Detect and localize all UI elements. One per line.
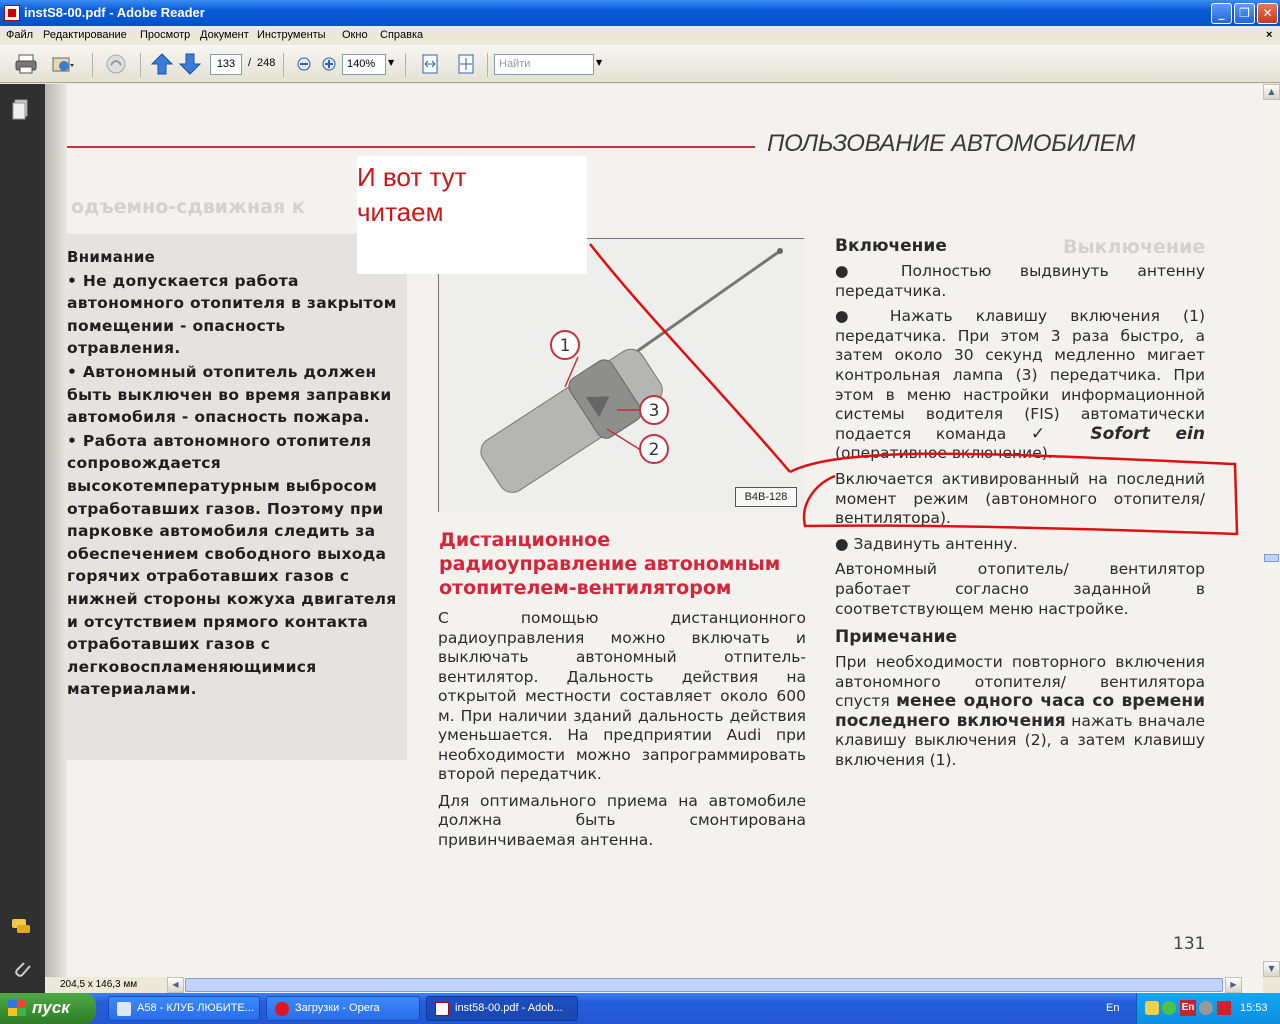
taskbar-item[interactable]: A58 - КЛУБ ЛЮБИТЕ... (108, 996, 260, 1021)
search-input[interactable]: Найти (494, 54, 594, 75)
page-number-input[interactable]: 133 (210, 54, 242, 75)
menu-bar (0, 26, 1280, 45)
on-bullet: Полностью выдвинуть антенну передатчика. (835, 262, 1205, 300)
pdf-page: одъемно-сдвижная к Выключение ПОЛЬЗОВАНИЕ АВТОМОБИЛЕМ Внимание • Не допускается работа автономного отопителя в закрытом помещении - опасность отравления. • Автономный отопитель должен быть выключен во время заправки автомобиля - опасность пожара. • Работа автономного отопителя сопровождается высокотемпературным выбросом отработавших газов. Поэтому при парковке автомобиля следить за обеспечением свободного выхода горячих отработавших газов с нижней стороны кожуха двигателя и отсутствием прямого контакта отработавших газов с легковоспламеняющимися материалами. 1 3 2 B4B-128 Дистанционное радиоуправление автономным отопителем-вентилятором С помощью дистанционного радиоуправления можно включать и выключать автономный отпитель-вентилятор. Дальность действия на открытой местности составляет около 600 м. При наличии зданий дальность действия уменьшается. На предприятии Audi при необходимости можно запрограммировать второй передатчик. Для оптимального приема на автомобиле должна быть смонтирована привинчиваемая антенна. Включение ● Полностью выдвинуть антенну передатчика. ● Нажать клавишу включения (1) передатчика. При этом 3 раза быстро, а затем около 30 секунд медленно мигает контрольная лампа (3) передатчика. При этом в меню настройки информационной системы водителя (FIS) автоматически подается команда ✓ Sofort ein (оперативное включение). Включается активированный на последний момент режим (автономного отопителя/ вентилятора). ● Задвинуть антенну. Автономный отопитель/ вентилятор работает согласно заданной в соответствующем меню настройке. Примечание При необходимости повторного включения автономного отопителя/ вентилятора спустя менее одного часа со времени последнего включения нажать вначале клавишу выключения (2), а затем клавишу включения (1). 131 И вот тут читаем (45, 84, 1263, 977)
close-button[interactable]: ✕ (1257, 3, 1278, 24)
window-title: instS8-00.pdf - Adobe Reader (24, 5, 205, 20)
vertical-scrollbar[interactable] (1263, 84, 1280, 977)
zoom-out-icon[interactable] (290, 51, 310, 77)
command-note: (оперативное включение). (835, 444, 1053, 463)
taskbar-item[interactable]: Загрузки - Opera (266, 996, 420, 1021)
warning-title: Внимание (67, 248, 156, 266)
red-annotation-drawing (45, 84, 1263, 977)
clock: 15:53 (1240, 1002, 1268, 1014)
zoom-in-icon[interactable] (315, 51, 335, 77)
warning-bullet: Работа автономного отопителя сопровождается высокотемпературным выбросом отработавших газов. Поэтому при парковке автомобиля следить за обеспечением свободного выхода горячих отработавших газов с нижней стороны кожуха двигателя и отсутствием прямого контакта отработавших газов с легковоспламеняющимися материалами. (67, 431, 397, 699)
on-section-title: Включение (835, 236, 947, 256)
callout-label: 2 (648, 440, 660, 460)
tray-icon[interactable] (1199, 1001, 1213, 1015)
scroll-right-icon[interactable]: ▶ (1225, 977, 1242, 993)
page-separator: / (248, 57, 252, 69)
figure-code: B4B-128 (735, 487, 797, 507)
page-size-readout: 204,5 x 146,3 мм (45, 977, 167, 993)
opera-icon (275, 1002, 289, 1016)
menu-close-doc-icon[interactable]: × (1266, 29, 1273, 41)
menu-window[interactable]: Окно (342, 29, 368, 41)
scroll-up-icon[interactable]: ▲ (1263, 84, 1280, 100)
hand-tool-icon[interactable] (102, 51, 130, 77)
system-tray (1136, 993, 1280, 1024)
previous-page-icon[interactable] (148, 51, 176, 77)
start-label: пуск (32, 998, 70, 1017)
fit-width-icon[interactable] (416, 51, 444, 77)
warning-bullet: Не допускается работа автономного отопителя в закрытом помещении - опасность отравления. (67, 271, 397, 358)
note-title: Примечание (835, 627, 958, 648)
scroll-down-icon[interactable]: ▼ (1263, 961, 1280, 977)
warning-text: Внимание • Не допускается работа автономного отопителя в закрытом помещении - опасность отравления. • Автономный отопитель должен быть выключен во время заправки автомобиля - опасность пожара. • Работа автономного отопителя сопровождается высокотемпературным выбросом отработавших газов. Поэтому при парковке автомобиля следить за обеспечением свободного выхода горячих отработавших газов с нижней стороны кожуха двигателя и отсутствием прямого контакта отработавших газов с легковоспламеняющимися материалами. (67, 248, 397, 699)
tray-icon[interactable] (1162, 1001, 1176, 1015)
tray-icon[interactable] (1145, 1001, 1159, 1015)
windows-logo-icon (8, 1000, 26, 1016)
next-page-icon[interactable] (176, 51, 204, 77)
comments-panel-icon[interactable] (10, 916, 32, 938)
menu-document[interactable]: Документ (200, 29, 249, 41)
antivirus-icon[interactable] (1217, 1001, 1231, 1015)
title-bar[interactable] (0, 0, 1280, 26)
search-dropdown-icon[interactable]: ▼ (596, 58, 603, 67)
fit-page-icon[interactable] (452, 51, 480, 77)
restore-button[interactable]: ❐ (1234, 3, 1255, 24)
note-text: При необходимости повторного включения автономного отопителя/ вентилятора спустя (835, 653, 1205, 711)
page-total: 248 (257, 57, 276, 69)
pdf-icon (435, 1002, 449, 1016)
right-column: Включение ● Полностью выдвинуть антенну передатчика. ● Нажать клавишу включения (1) передатчика. При этом 3 раза быстро, а затем около 30 секунд медленно мигает контрольная лампа (3) передатчика. При этом в меню настройки информационной системы водителя (FIS) автоматически подается команда ✓ Sofort ein (оперативное включение). Включается активированный на последний момент режим (автономного отопителя/ вентилятора). ● Задвинуть антенну. Автономный отопитель/ вентилятор работает согласно заданной в соответствующем меню настройке. Примечание При необходимости повторного включения автономного отопителя/ вентилятора спустя менее одного часа со времени последнего включения нажать вначале клавишу выключения (2), а затем клавишу включения (1). (835, 236, 1205, 770)
menu-view[interactable]: Просмотр (140, 29, 191, 41)
tray-language-icon[interactable]: En (1180, 1000, 1196, 1016)
zoom-level-select[interactable]: 140% (342, 54, 386, 75)
taskbar (0, 993, 1280, 1024)
print-icon[interactable] (12, 51, 40, 77)
menu-file[interactable]: Файл (6, 29, 34, 41)
horizontal-scrollbar[interactable] (45, 977, 1263, 993)
minimize-button[interactable]: _ (1211, 3, 1232, 24)
page-header-title: ПОЛЬЗОВАНИЕ АВТОМОБИЛЕМ (767, 130, 1136, 157)
scroll-left-icon[interactable]: ◀ (167, 977, 184, 993)
section-paragraph: С помощью дистанционного радиоуправления можно включать и выключать автономный отпитель-вентилятор. Дальность действия на открытой местности составляет около 600 м. При наличии зданий дальность действия уменьшается. На предприятии Audi при необходимости можно запрограммировать второй передатчик. (438, 609, 806, 783)
page-number: 131 (1173, 934, 1206, 954)
browser-icon (117, 1002, 131, 1016)
note-text: нажать вначале клавишу выключения (2), а затем клавишу включения (1). (835, 711, 1205, 770)
start-button[interactable] (0, 993, 96, 1024)
document-view[interactable] (45, 84, 1263, 977)
navigation-panel (0, 84, 45, 993)
on-bullet: Задвинуть антенну. (853, 534, 1018, 553)
after-text: Автономный отопитель/ вентилятор работает согласно заданной в соответствующем меню настройке. (835, 560, 1205, 618)
pages-panel-icon[interactable] (10, 98, 32, 120)
section-paragraph: Для оптимального приема на автомобиле должна быть смонтирована привинчиваемая антенна. (438, 791, 806, 849)
menu-help[interactable]: Справка (380, 29, 424, 41)
taskbar-item-active[interactable]: inst58-00.pdf - Adob... (426, 996, 578, 1021)
pdf-app-icon (4, 5, 20, 21)
callout-label: 1 (559, 336, 571, 356)
activated-text: Включается активированный на последний момент режим (автономного отопителя/ вентилятора). (835, 469, 1205, 528)
callout-label: 3 (648, 401, 660, 421)
annotation-text: И вот тут читаем (357, 162, 467, 227)
warning-bullet: Автономный отопитель должен быть выключен во время заправки автомобиля - опасность пожара. (67, 362, 392, 427)
attachments-icon[interactable] (10, 958, 32, 980)
on-bullet: Нажать клавишу включения (1) передатчика. При этом 3 раза быстро, а затем около 30 секунд медленно мигает контрольная лампа (3) передатчика. При этом в меню настройки информационной системы водителя (FIS) автоматически подается команда (835, 307, 1205, 443)
command-text: ✓ Sofort ein (1030, 423, 1205, 444)
section-title: Дистанционное радиоуправление автономным отопителем-вентилятором (439, 529, 781, 599)
zoom-dropdown-icon[interactable]: ▼ (388, 58, 395, 67)
note-bold: менее одного часа со времени последнего включения (835, 691, 1205, 731)
scroll-thumb[interactable] (1264, 554, 1279, 562)
menu-tools[interactable]: Инструменты (257, 29, 326, 41)
language-indicator[interactable]: En (1106, 1002, 1120, 1014)
menu-edit[interactable]: Редактирование (43, 29, 127, 41)
email-icon[interactable] (48, 51, 76, 77)
toolbar (0, 45, 1280, 83)
hscroll-thumb[interactable] (185, 978, 1223, 992)
